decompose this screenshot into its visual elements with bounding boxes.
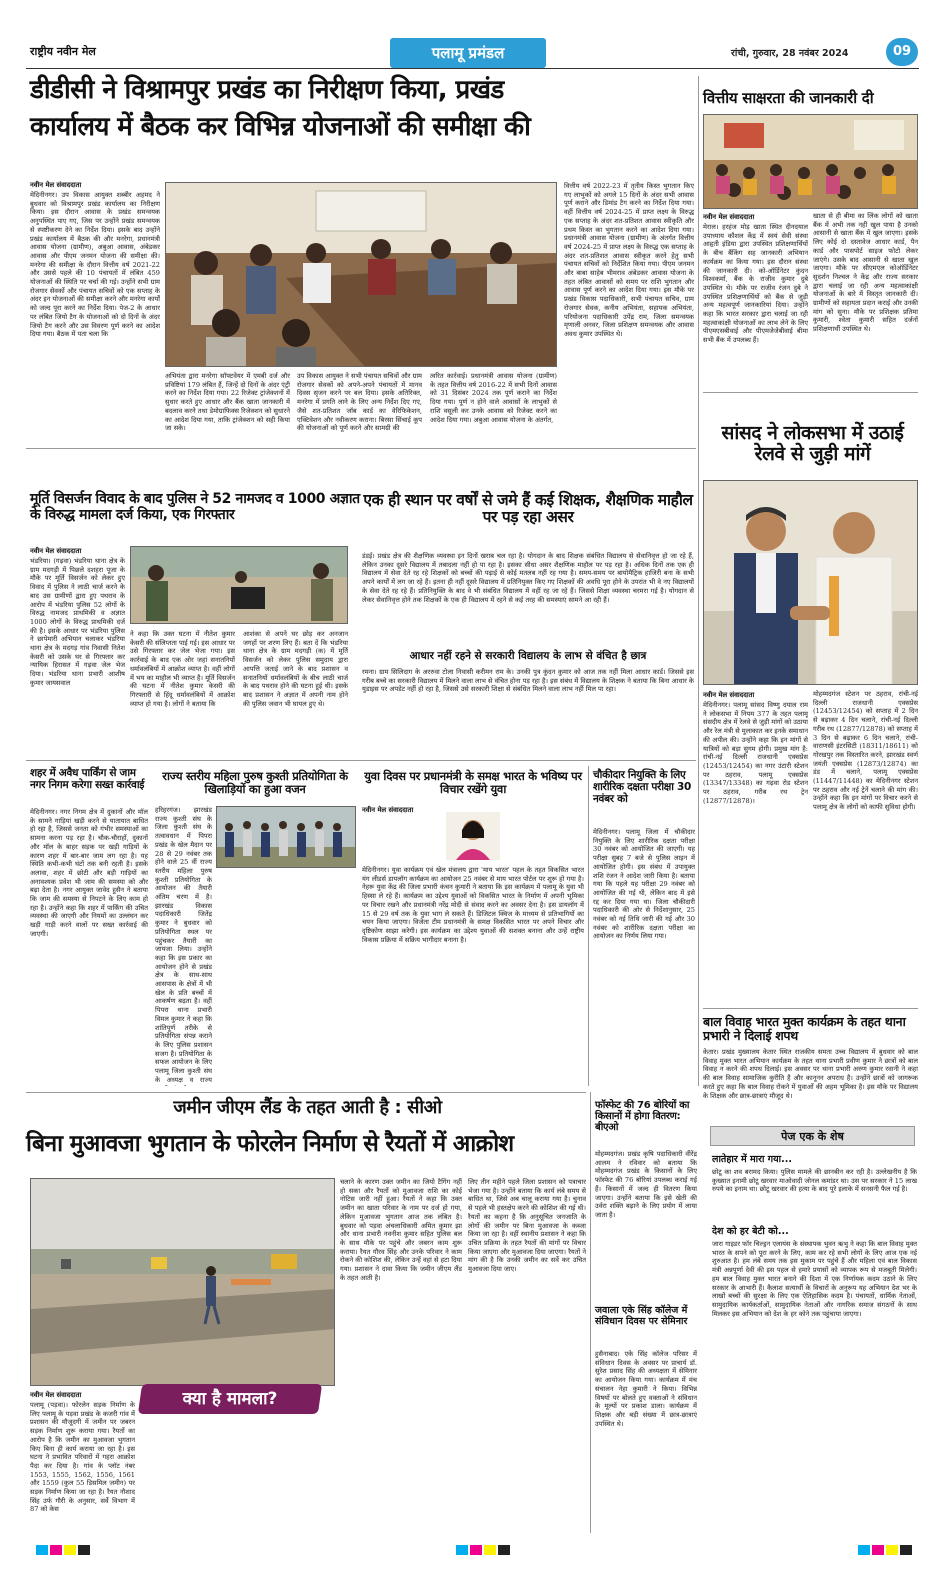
colour-swatch-black bbox=[78, 1545, 90, 1555]
lead-text-2: अभियंता द्वारा मनरेगा सॉफ्टवेयर में एमबी दर्ज और प्रविष्टियां 179 लंबित हैं, जिन्हें दो दिनों के अंदर एंट्री करने का निर्देश दिया गया। 22 रिजेक्ट ट्रांजेक्शनों में सुधार करते हुए आधार और बैंक खाता जानकारी में बदलाव करने तथा डेमोग्राफिक्स रिजेक्शन को सुधारने का आदेश दिया गया, ताकि ट्रांजेक्शन को सही किया जा सके। bbox=[165, 372, 290, 433]
landmark-byline: नवीन मेल संवाददाता bbox=[30, 1391, 82, 1399]
paper-name: राष्ट्रीय नवीन मेल bbox=[30, 45, 96, 58]
railway-headline: सांसद ने लोकसभा में उठाई रेलवे से जुड़ी मांगें bbox=[721, 422, 904, 466]
lead-photo-meeting bbox=[165, 182, 557, 367]
lead-text-4: त्वरित कार्रवाई। प्रधानमंत्री आवास योजना (ग्रामीण) के तहत वित्तीय वर्ष 2016-22 में सभी दिनों आवास को 31 दिसंबर 2024 तक पूर्ण कराने का निर्देश दिया गया। पूर्ण न होने वाले आवासों के लाभुकों से राशि वसूली कर उनके आवास को रिजेक्ट करने का आदेश दिया गया। अबुआ आवास योजना के अंतर्गत, bbox=[430, 372, 557, 424]
railway-text-1: मेदिनीनगर। पलामू सांसद विष्णु दयाल राम ने लोकसभा में नियम 377 के तहत पलामू संसदीय क्षेत्र में रेलवे से जुड़ी मांगों को उठाया और रेल मंत्री से मुलाकात कर इनके समाधान की अपील की। उन्होंने कहा कि इन मांगों से यात्रियों को बड़ा सुगम होगी। प्रमुख मांग है: रांची-नई दिल्ली राजधानी एक्सप्रेस (12453/12454) का नगर उंटारी स्टेशन पर ठहराव, पलामू एक्सप्रेस (13347/13348) का गढ़वा रोड स्टेशन पर ठहराव, गरीब रथ ट्रेन (12877/12878)। bbox=[703, 701, 808, 805]
section-title: पलामू प्रमंडल bbox=[431, 44, 505, 62]
railway-rule bbox=[703, 1008, 918, 1009]
lead-text-3: उप विकास आयुक्त ने सभी पंचायत सचिवों और ग्राम रोजगार सेवकों को अपने-अपने पंचायतों में मानव दिवस सृजन करने पर बल दिया। इसके अतिरिक्त, मनरेगा में प्रगति लाने के लिए अन्य निर्देश दिए गए, जैसे शत-प्रतिशत जॉब कार्ड का वेरिफिकेशन, एक्टिवेशन और नवीकरण कराना। बिरसा सिंचाई कूप की योजनाओं को पूर्ण करने और सामग्री की bbox=[297, 372, 422, 433]
police-photo-graphic bbox=[131, 547, 348, 624]
colour-swatch-cyan bbox=[36, 1545, 48, 1555]
fertilizer-text-2: हुसैनाबाद। एके सिंह कॉलेज परिसर में संविधान दिवस के अवसर पर प्राचार्य डॉ. सुरेश प्रसाद सिंह की अध्यक्षता में सेमिनार का आयोजन किया गया। कार्यक्रम में मंच संचालन नेहा कुमारी ने किया। विभिन्न विषयों पर बोलते हुए वक्ताओं ने संविधान के मूल्यों पर प्रकाश डाला। कार्यक्रम में शिक्षक और बड़ी संख्या में छात्र-छात्राएं उपस्थित थे। bbox=[595, 1350, 697, 1428]
murti-text-2: ने कहा कि उक्त घटना में नीतेश कुमार केसरी की संलिप्तता पाई गई। इस आधार पर उसे गिरफ्तार कर जेल भेजा गया। इस कार्रवाई के बाद एक ओर जहां सनातनियों धर्मावलंबियों में आक्रोश व्याप्त है। वहीं लोगों में भय का माहौल भी व्याप्त है। मूर्ति विसर्जन की घटना में नीतेश कुमार केसरी की गिरफ्तारी से हिंदू धर्मावलंबियों में आक्रोश व्याप्त हो गया है। लोगों ने बताया कि bbox=[130, 630, 235, 708]
railway-text-2: मोहम्मदगंज स्टेशन पर ठहराव, रांची-नई दिल्ली राजधानी एक्सप्रेस (12453/12454) को सप्ताह में 2 दिन से बढ़ाकर 4 दिन चलाने, रांची-नई दिल्ली गरीब रथ (12877/12878) को सप्ताह में 3 दिन से बढ़ाकर 6 दिन चलाने, रांची-वाराणसी इंटरसिटी (18311/18611) को गोरखपुर तक विस्तारित करने, झारखंड स्वर्ण जयंती एक्सप्रेस (12873/12874) का डंड में चलाने, पलामू एक्सप्रेस (11447/11448) का मेदिनीनगर स्टेशन पर ठहराव और नई ट्रेनें चलाने की मांग की। उन्होंने कहा कि इन मांगों पर विचार करने से पलामू क्षेत्र के लोगों को काफी सुविधा होगी। bbox=[813, 690, 918, 812]
woman-portrait-graphic bbox=[446, 812, 500, 860]
rest-headline-1: लातेहार में मारा गया... bbox=[712, 1154, 792, 1165]
dateline: रांची, गुरुवार, 28 नवंबर 2024 bbox=[731, 48, 849, 59]
landmark-col-1 bbox=[30, 1390, 135, 1533]
chowkidar-text: मेदिनीनगर। पलामू जिला में चौकीदार नियुक्ति के लिए शारीरिक दक्षता परीक्षा 30 नवंबर को आयोजित की जाएगी। यह परीक्षा सुबह 7 बजे से पुलिस लाइन में आयोजित होगी। इस संबंध में उपायुक्त शशि रंजन ने आदेश जारी किया है। बताया गया कि पहले यह परीक्षा 29 नवंबर को आयोजित की गई थी, लेकिन बाद में इसे रद्द कर दिया गया था। जिला चौकीदारी पदाधिकारी की ओर से निर्देशानुसार, 25 नवंबर को नई तिथि जारी की गई और 30 नवंबर को शारीरिक दक्षता परीक्षा का आयोजन का निर्णय लिया गया। bbox=[593, 828, 695, 941]
murti-text-3: आशंका से अपने घर छोड़ कर अनजान जगहों पर शरण लिए हैं। बता दें कि भंडरिया थाना क्षेत्र के ग्राम मदगड़ी (क) में मूर्ति विसर्जन को लेकर पुलिस समुदाय द्वारा आपत्ति जताई जाने के बाद प्रशासन व सनातनियों धर्मावलंबियों के बीच लाठी चार्ज के बाद पथराव होने की घटना हुई थी। इसके बाद प्रशासन ने अज्ञात में अपनी नाम होने की पुलिस जवान भी घायल हुए थे। bbox=[243, 630, 348, 708]
colour-swatch-black-2 bbox=[498, 1545, 510, 1555]
landmark-text-2: चलाने के कारण उक्त जमीन का जियो टैगिंग नहीं हो सका और रैयतों को मुआवजा राशि का कोई नोटिस जारी नहीं हुआ। रैयतों ने कहा कि उक्त जमीन का खाता परिवार के नाम पर दर्ज हो गया, लेकिन मुआवजा भुगतान आज तक लंबित है। बुधवार को पड़वा अंचलाधिकारी अमित कुमार झा और थाना प्रभारी नवनीश कुमार सहित पुलिस बल के साथ मौके पर पहुंचे और जबरन काम शुरू कराया। रैयत गौरव सिंह और उनके परिवार ने काम रोकने की कोशिश की, लेकिन उन्हें वहां से हटा दिया गया। प्रशासन ने दावा किया कि जमीन जीएम लैंड के तहत आती है। bbox=[340, 1178, 462, 1282]
murti-col-1 bbox=[30, 546, 125, 756]
meeting-photo-graphic bbox=[166, 183, 557, 367]
landmark-text-1b bbox=[140, 1420, 335, 1533]
mp-minister-photo-graphic bbox=[704, 481, 918, 685]
colour-swatch-magenta-2 bbox=[470, 1545, 482, 1555]
lead-text-1: मेदिनीनगर। उप विकास आयुक्त शब्बीर अहमद ने बुधवार को विश्रामपुर प्रखंड कार्यालय का निरीक्षण किया। इस दौरान आवास के प्रखंड समन्वयक अनुपस्थित पाए गए, जिस पर उन्होंने प्रखंड समन्वयक से स्पष्टीकरण देने का निर्देश दिया। इसके बाद उन्होंने प्रखंड कार्यालय में बैठक की और मनरेगा, प्रधानमंत्री आवास योजना (ग्रामीण), अबुआ आवास, अंबेडकर आवास और पीएम जनमन योजना की समीक्षा की। मनरेगा की समीक्षा के दौरान वित्तीय वर्ष 2021-22 और उससे पहले की 10 पंचायतों में लंबित 459 योजनाओं की स्थिति पर चर्चा की गई। उन्होंने सभी ग्राम रोजगार सेवकों और पंचायत सचिवों को एक सप्ताह के अंदर इन योजनाओं की समीक्षा करने और मनरेगा कार्यों को जल्द पूरा करने का निर्देश दिया। पेज-2 के आधार पर लंबित जियो टैग के योजनाओं को दो दिनों के अंदर जियो टैग करने और उस विवरण पूर्ण करने का आदेश दिया गया। बैठक में पता चला कि bbox=[30, 191, 160, 339]
yuva-portrait bbox=[446, 812, 500, 860]
yuva-text: मेदिनीनगर। युवा कार्यक्रम एवं खेल मंत्रालय द्वारा 'माय भारत' पहल के तहत विकसित भारत यंग लीडर्स डायलॉग कार्यक्रम का आयोजन 25 नवंबर से माय भारत पोर्टल पर शुरू हो गया है। नेहरू युवा केंद्र की जिला प्रभारी कंचन कुमारी ने बताया कि इस कार्यक्रम में पलामू के युवा भी हिस्सा ले रहे हैं। कार्यक्रम का उद्देश्य युवाओं को विकसित भारत के निर्माण में अपनी भूमिका पर विचार रखने और प्रधानमंत्री नरेंद्र मोदी से संवाद करने का अवसर देना है। इस डायलॉग में 15 से 29 वर्ष तक के युवा भाग ले सकते हैं। डिजिटल क्विज के माध्यम से प्रतिभागियों का चयन किया जाएगा। विजेता टीम प्रधानमंत्री के समक्ष विकसित भारत पर अपने विचार और दृष्टिकोण साझा करेगी। इस कार्यक्रम का उद्देश्य युवाओं की सशक्त बनाना और उन्हें राष्ट्रीय विकास प्रक्रिया में सक्रिय भागीदार बनाना है। bbox=[362, 866, 584, 944]
landmark-headline: बिना मुआवजा भुगतान के फोरलेन निर्माण से रैयतों में आक्रोश bbox=[26, 1131, 514, 1157]
colour-swatch-magenta-3 bbox=[872, 1545, 884, 1555]
classroom-photo-graphic bbox=[704, 115, 918, 209]
fertilizer-rule bbox=[590, 1092, 591, 1533]
murti-byline: नवीन मेल संवाददाता bbox=[30, 547, 82, 555]
colour-swatch-yellow bbox=[64, 1545, 76, 1555]
page-one-rest-label bbox=[710, 1126, 915, 1146]
fertilizer-text: मोहम्मदगंज। प्रखंड कृषि पदाधिकारी वीरेंद्र आलम ने रविवार को बताया कि मोहम्मदगंज प्रखंड के किसानों के लिए फॉस्फेट की 76 बोरियां उपलब्ध कराई गई हैं। किसानों में जल्द ही वितरण किया जाएगा। उन्होंने बताया कि इसे खेती की उर्वरा शक्ति बढ़ाने के लिए प्रयोग में लाया जाता है। bbox=[595, 1150, 697, 1219]
teachers-subhead: आधार नहीं रहने से सरकारी विद्यालय के लाभ से वंचित है छात्र bbox=[409, 650, 647, 662]
yuva-headline: युवा दिवस पर प्रधानमंत्री के समक्ष भारत के भविष्य पर विचार रखेंगे युवा bbox=[364, 769, 582, 796]
lead-col-1 bbox=[30, 180, 160, 442]
literacy-text-1: मेराल। हरहंज मोड़ खाता स्थित दीनदयाल उपाध्याय कौशल केंद्र में स्वयं सेवी संस्था आहृती इंडिया द्वारा उपस्थित प्रशिक्षणार्थियों के बीच बैंकिंग सह जानकारी अभियान कार्यक्रम का किया गया। इस दौरान संस्था की जानकारी दी। को-ऑर्डिनेटर कुंदन विश्वकर्मा, बैंक के राजीव कुमार दुबे उपस्थित थे। मौके पर राजीव रंजन दुबे ने उपस्थित प्रशिक्षणार्थियों को बैंक से जुड़ी अन्य महत्वपूर्ण जानकारियां दिया। उन्होंने कहा कि भारत सरकार द्वारा चलाई जा रही महत्वाकांक्षी योजनाओं का लाभ लेने के लिए पीएमएसबीवाई और पीएमजेजेबीवाई बीमा सभी बैंक में उपलब्ध हैं। bbox=[703, 223, 808, 345]
colour-swatch-black-3 bbox=[900, 1545, 912, 1555]
lead-text-5: वित्तीय वर्ष 2022-23 में तृतीय किस्त भुगतान किए गए लाभुकों को अगले 15 दिनों के अंदर सभी आवास पूर्ण कराने और डिमांड टैग करने का निर्देश दिया गया। वहीं वित्तीय वर्ष 2024-25 में प्राप्त लक्ष्य के विरुद्ध एक सप्ताह के अंदर शत-प्रतिशत आवास स्वीकृति और प्रथम किस्त का भुगतान करने का आदेश दिया गया। प्रधानमंत्री आवास योजना (ग्रामीण) के अंतर्गत वित्तीय वर्ष 2024-25 में प्राप्त लक्ष्य के विरुद्ध एक सप्ताह के अंदर शत-प्रतिशत आवास स्वीकृत करने हेतु सभी पंचायत सचिवों को निर्देशित किया गया। पीएम जनमन और बाबा साहेब भीमराव अंबेडकर आवास योजना के तहत लंबित आवासों को समय पर राशि भुगतान और आवास पूर्ण करने का आदेश दिया गया। इस मौके पर प्रखंड विकास पदाधिकारी, सभी पंचायत सचिव, ग्राम रोजगार सेवक, कनीय अभियंता, सहायक अभियंता, परियोजना पदाधिकारी उपेंद्र राम, जिला समन्वयक मृणाली अनवर, जिला प्रशिक्षण समन्वयक और आवास अवध कुमार उपस्थित थे। bbox=[564, 182, 694, 338]
parking-text: मेदिनीनगर। नगर निगम क्षेत्र में दुकानों और मॉल के सामने गाड़ियां खड़ी करने से यातायात बाधित हो रहा है, जिससे जनता को गंभीर समस्याओं का सामना करना पड़ रहा है। चौक-चौराहों, दुकानों और मॉल के बाहर सड़क पर खड़ी गाड़ियों के कारण शहर में बार-बार जाम लग रहा है। यह स्थिति कभी-कभी घंटों तक बनी रहती है। इसके अलावा, शहर में छोटी और बड़ी गाड़ियों का अनावश्यक प्रवेश भी जाम की समस्या को और बढ़ा देता है। नगर आयुक्त जावेद हुसैन ने बताया कि जाम की समस्या से निपटने के लिए काम हो रहा है। उन्होंने कहा कि शहर में पार्किंग की उचित व्यवस्था की जाएगी और नियमों का उल्लंघन कर खड़ी गाड़ी करने वालों पर सख्त कार्रवाई की जाएगी। bbox=[30, 808, 148, 938]
chowkidar-headline: चौकीदार नियुक्ति के लिए शारीरिक दक्षता परीक्षा 30 नवंबर को bbox=[593, 769, 692, 805]
landmark-photo bbox=[30, 1178, 335, 1386]
kushti-text-cont bbox=[216, 872, 356, 1086]
page-one-rest-title: पेज एक के शेष bbox=[781, 1130, 844, 1143]
masthead-rule bbox=[26, 68, 919, 69]
railway-col-1 bbox=[703, 690, 808, 990]
kushti-photo bbox=[216, 806, 356, 868]
kushti-headline: राज्य स्तरीय महिला पुरुष कुश्ती प्रतियोगिता के खिलाड़ियों का हुआ वजन bbox=[162, 769, 348, 796]
lead-headline-1: डीडीसी ने विश्रामपुर प्रखंड का निरीक्षण किया, प्रखंड bbox=[30, 75, 504, 105]
literacy-photo bbox=[703, 114, 918, 209]
lead-headline-2: कार्यालय में बैठक कर विभिन्न योजनाओं की समीक्षा की bbox=[30, 112, 531, 142]
child-text: केतार। प्रखंड मुख्यालय केतार स्थित राजकीय समता उच्च विद्यालय में बुधवार को बाल विवाह मुक्त भारत अभियान कार्यक्रम के तहत थाना प्रभारी प्रवीण कुमार ने छात्रों को बाल विवाह न करने की शपथ दिलाई। इस अवसर पर थाना प्रभारी अरुण कुमार रवानी ने कहा की बाल विवाह सामाजिक कुरीति है और कानूनन अपराध है। उन्होंने छात्रों को जागरूक करते हुए कहा कि बाल विवाह रोकने में युवाओं की अहम भूमिका है। इस मौके पर विद्यालय के शिक्षक और छात्र-छात्राएं मौजूद थे। bbox=[703, 1048, 918, 1100]
landmark-text-1: पलामू (पड़वा)। फोरलेन सड़क निर्माण के लिए पलामू के पड़वा प्रखंड के कजरी गांव में प्रशासन की मौजूदगी में जमीन पर जबरन सड़क निर्माण शुरू कराया गया। रैयतों का आरोप है कि जमीन का मुआवजा भुगतान किए बिना ही कार्य कराया जा रहा है। इस घटना ने प्रभावित परिवारों में गहरा आक्रोश पैदा कर दिया है। गांव के प्लॉट नंबर 1553, 1555, 1562, 1556, 1561 और 1559 (कुल 55 डिसमिल जमीन) पर सड़क निर्माण किया जा रहा है। रैयत नौशाद सिंह उर्फ गौरी के अनुसार, सर्वे विभाग में 87 को केस bbox=[30, 1401, 135, 1514]
wrestlers-photo-graphic bbox=[217, 807, 356, 868]
literacy-headline: वित्तीय साक्षरता की जानकारी दी bbox=[703, 89, 874, 107]
parking-headline: शहर में अवैध पार्किंग से जाम नगर निगम करेगा सख्त कार्रवाई bbox=[30, 767, 145, 791]
landmark-badge-text: क्या है मामला? bbox=[182, 1389, 278, 1409]
colour-swatch-yellow-3 bbox=[886, 1545, 898, 1555]
print-colour-bar bbox=[26, 1545, 919, 1555]
rest-text-2: जारा गाइडर फॉर चिल्ड्रन एलायंस के संस्थापक भुवन ऋभु ने कहा कि बाल विवाह मुक्त भारत के सपने को पूरा करने के लिए, काम कर रहे सभी लोगों के लिए आज एक नई शुरुआत है। हम लंबे समय तक इस मुकाम पर पहुंचे हैं और महिला एवं बाल विकास मंत्री अन्नपूर्णा देवी की इस पहल से हमारे प्रयासों को व्यापक रूप से मजबूती मिलेगी। हम बाल विवाह मुक्त भारत बनाने की दिशा में एक निर्णायक कदम उठाने के लिए सरकार के आभारी हैं। कैलाश सत्यार्थी के विचारों के अनुरूप यह अभियान देश भर के लाखों बच्चों की सुरक्षा के लिए एक ऐतिहासिक कदम है। पंचायतों, धार्मिक नेताओं, सामुदायिक कार्यकर्ताओं, सामुदायिक नेताओं और नागरिक समाज संगठनों के साथ मिलकर इस अभियान को देश के हर कोने तक पहुंचाया जाएगा। bbox=[712, 1240, 917, 1318]
literacy-col-1 bbox=[703, 212, 808, 387]
kushti-text: हरिहरगंज। झारखंड राज्य कुश्ती संघ के जिला कुश्ती संघ के तत्वावधान में पिपरा प्रखंड के खेल मैदान पर 28 से 29 नवंबर तक होने वाले 25 वीं राज्य स्तरीय महिला पुरुष कुश्ती प्रतियोगिता के आयोजन की तैयारी अंतिम चरण में है। झारखंड विकास पदाधिकारी जितेंद्र कुमार ने बुधवार को प्रतियोगिता स्थल पर पहुंचकर तैयारी का जायजा लिया। उन्होंने कहा कि इस प्रकार का आयोजन होने से प्रखंड क्षेत्र के साथ-साथ आसपास के क्षेत्रों में भी खेल के प्रति बच्चों में आकर्षण बढ़ता है। वहीं पिपरा थाना प्रभारी विमल कुमार ने कहा कि शांतिपूर्ण तरीके से प्रतियोगिता संपन्न कराने के लिए पुलिस प्रशासन सजग है। प्रतियोगिता के सफल आयोजन के लिए पलामू जिला कुश्ती संघ के अध्यक्ष व राज्य bbox=[155, 806, 212, 1084]
literacy-byline: नवीन मेल संवाददाता bbox=[703, 213, 755, 221]
landmark-kicker: जमीन जीएम लैंड के तहत आती है : सीओ bbox=[173, 1097, 442, 1118]
section-banner bbox=[390, 38, 546, 68]
child-headline: बाल विवाह भारत मुक्त कार्यक्रम के तहत थाना प्रभारी ने दिलाई शपथ bbox=[703, 1014, 906, 1043]
murti-headline: मूर्ति विसर्जन विवाद के बाद पुलिस ने 52 नामजद व 1000 अज्ञात के विरुद्ध मामला दर्ज किया, एक गिरफ्तार bbox=[30, 491, 360, 523]
landmark-badge bbox=[138, 1384, 322, 1414]
railway-photo bbox=[703, 480, 918, 685]
yuva-byline: नवीन मेल संवाददाता bbox=[362, 806, 414, 814]
landmark-top-rule bbox=[26, 1092, 586, 1093]
fertilizer-subhead: जवाला एके सिंह कॉलेज में संविधान दिवस पर सेमिनार bbox=[595, 1305, 688, 1328]
chowkidar-rule bbox=[588, 766, 589, 1086]
colour-swatch-cyan-3 bbox=[858, 1545, 870, 1555]
masthead bbox=[26, 38, 919, 66]
colour-swatch-yellow-2 bbox=[484, 1545, 496, 1555]
teachers-headline: एक ही स्थान पर वर्षों से जमे हैं कई शिक्षक, शैक्षणिक माहौल पर पड़ रहा असर bbox=[363, 491, 693, 527]
landmark-text-3: लिए तीन महीने पहले जिला प्रशासन को पत्राचार भेजा गया है। उन्होंने बताया कि कार्य लंबे समय से बाधित था, जिसे अब चालू कराया गया है। चुनाव से पहले भी हस्तक्षेप करने की कोशिश की गई थी। रैयतों का कहना है कि अनुसूचित जनजाति के लोगों की जमीन पर बिना मुआवजा के कब्जा किया जा रहा है। वहीं स्थानीय प्रशासन ने कहा कि उचित प्रक्रिया के तहत रैयतों की मांगों पर विचार किया जाएगा और मुआवजा दिया जाएगा। रैयतों ने मांग की है कि उनकी जमीन का सर्वे कर उचित मुआवजा दिया जाए। bbox=[468, 1178, 586, 1274]
rest-headline-2: देश को हर बेटी को... bbox=[712, 1226, 789, 1237]
road-construction-photo-graphic bbox=[31, 1179, 335, 1386]
teachers-text-2: रमना। ग्राम सिलिदाग के अररुवा टोला निवासी करीमन राम के। उनकी पुत्र कुंदन कुमार को आज तक नहीं मिला आधार कार्ड। जिससे इस गरीब बच्चे का सरकारी विद्यालय में मिलने वाला लाभ से वंचित होना पड़ रहा है। इस संबंध में विद्यालय के शिक्षक ने बताया कि बिना आधार के युडाइस पर अपडेट नहीं हो रहा है, जिससे उसे सरकारी शिक्षा से संबंधित मिलने वाला लाभ नहीं मिल पा रहा। bbox=[362, 668, 694, 694]
colour-swatch-cyan-2 bbox=[456, 1545, 468, 1555]
mid-rule bbox=[26, 760, 696, 761]
fertilizer-headline: फॉस्फेट की 76 बोरियों का किसानों में होगा वितरण: बीएओ bbox=[595, 1100, 690, 1134]
railway-byline: नवीन मेल संवाददाता bbox=[703, 691, 755, 699]
teachers-text: डंडई। प्रखंड क्षेत्र की शैक्षणिक व्यवस्था इन दिनों खराब चल रहा है। योगदान के बाद शिक्षक संबंधित विद्यालय से सेवानिवृत्त हो जा रहे हैं, लेकिन उनका दूसरे विद्यालय में तबादला नहीं हो पा रहा है। इसका सीधा असर शैक्षणिक माहौल पर पड़ रहा है। अधिक दिनों तक एक ही विद्यालय में सेवा देते रह रहे शिक्षकों को बच्चों की पढ़ाई से कोई मतलब नहीं रह गया है। समय-समय पर बायोमैट्रिक हाजिरी बना के सभी अपने कार्यों में लग जा रहे हैं। इतना ही नहीं दूसरे विद्यालय में प्रतिनियुक्त किए गए शिक्षकों की अवधि पूरा होने के उपरांत भी वे नए विद्यालयों के सेवा देते रह रहे हैं। प्रतिनियुक्ति के बाद वे भी संबंधित विद्यालय में वहीं रह जा रहे हैं। जिससे शिक्षा व्यवस्था चरमरा गई है। योगदान से लेकर सेवानिवृत्त होने तक शिक्षकों के एक ही विद्यालय में रहने से कई तरह की समस्याएं सामने आ रही हैं। bbox=[362, 552, 694, 604]
literacy-text-2: खाता से ही बीमा का लिंक लोगों को खाता बैंक में अभी तक नहीं खुल पाया है उनको आसानी से खाता बैंक में खुल जाएगा। इसके लिए कोई दो दस्तावेज आधार कार्ड, पैन कार्ड और पासपोर्ट साइज फोटो लेकर जाएंगे। उसके बाद आसानी से खाता खुल जाएगा। मौके पर सीएमएल कोऑर्डिनेटर सुदर्शन निश्चल ने केंद्र और राज्य सरकार द्वारा चलाई जा रही अन्य महत्वाकांक्षी योजनाओं के बारे में विस्तृत जानकारी दी। ग्रामीणों को सहायता प्रदान कराई और उनकी मांग को सुना। मौके पर प्रशिक्षक प्रतिमा कुमारी, श्वेता कुमारी सहित दर्जनों प्रशिक्षणार्थी उपस्थित थे। bbox=[813, 212, 918, 334]
literacy-rule bbox=[703, 392, 918, 393]
lead-byline: नवीन मेल संवाददाता bbox=[30, 181, 82, 189]
lead-bottom-rule bbox=[26, 448, 696, 449]
murti-text-1: भंडरिया। (गढ़वा) भंडरिया थाना क्षेत्र के ग्राम मदगड़ी में पिछले दशहरा पूजा के मौके पर मूर्ति विसर्जन को लेकर हुए विवाद में पुलिस ने लाठी चार्ज करने के बाद उस ग्रामीणों द्वारा हुए पथराव के आरोप में भंडरिया पुलिस 52 लोगों के विरुद्ध नामजद प्राथमिकी व अज्ञात 1000 लोगों के विरुद्ध प्राथमिकी दर्ज की है। इसके आधार पर भंडरिया पुलिस ने छापेमारी अभियान चलाकर भंडरिया थाना क्षेत्र के मदगड़ गांव निवासी नितेश केसरी को उसके घर से गिरफ्तार कर न्यायिक हिरासत में गढ़वा जेल भेज दिया। भंडरिया थाना प्रभारी आशीष कुमार जायसवाल bbox=[30, 557, 125, 687]
murti-photo bbox=[130, 546, 348, 624]
colour-swatch-magenta bbox=[50, 1545, 62, 1555]
rest-text-1: छोटू का शव बरामद किया। पुलिस मामले की छानबीन कर रही है। उल्लेखनीय है कि कुख्यात इनामी छोटू खरवार माओवादी जोनल कमांडर था। उस पर सरकार ने 15 लाख रुपये का इनाम था। छोटू खरवार की हत्या के बाद पूरे इलाके में सनसनी फैल गई है। bbox=[712, 1168, 917, 1194]
yuva-col bbox=[362, 805, 442, 865]
col-rule bbox=[698, 76, 699, 1086]
page-number: 09 bbox=[886, 38, 918, 66]
